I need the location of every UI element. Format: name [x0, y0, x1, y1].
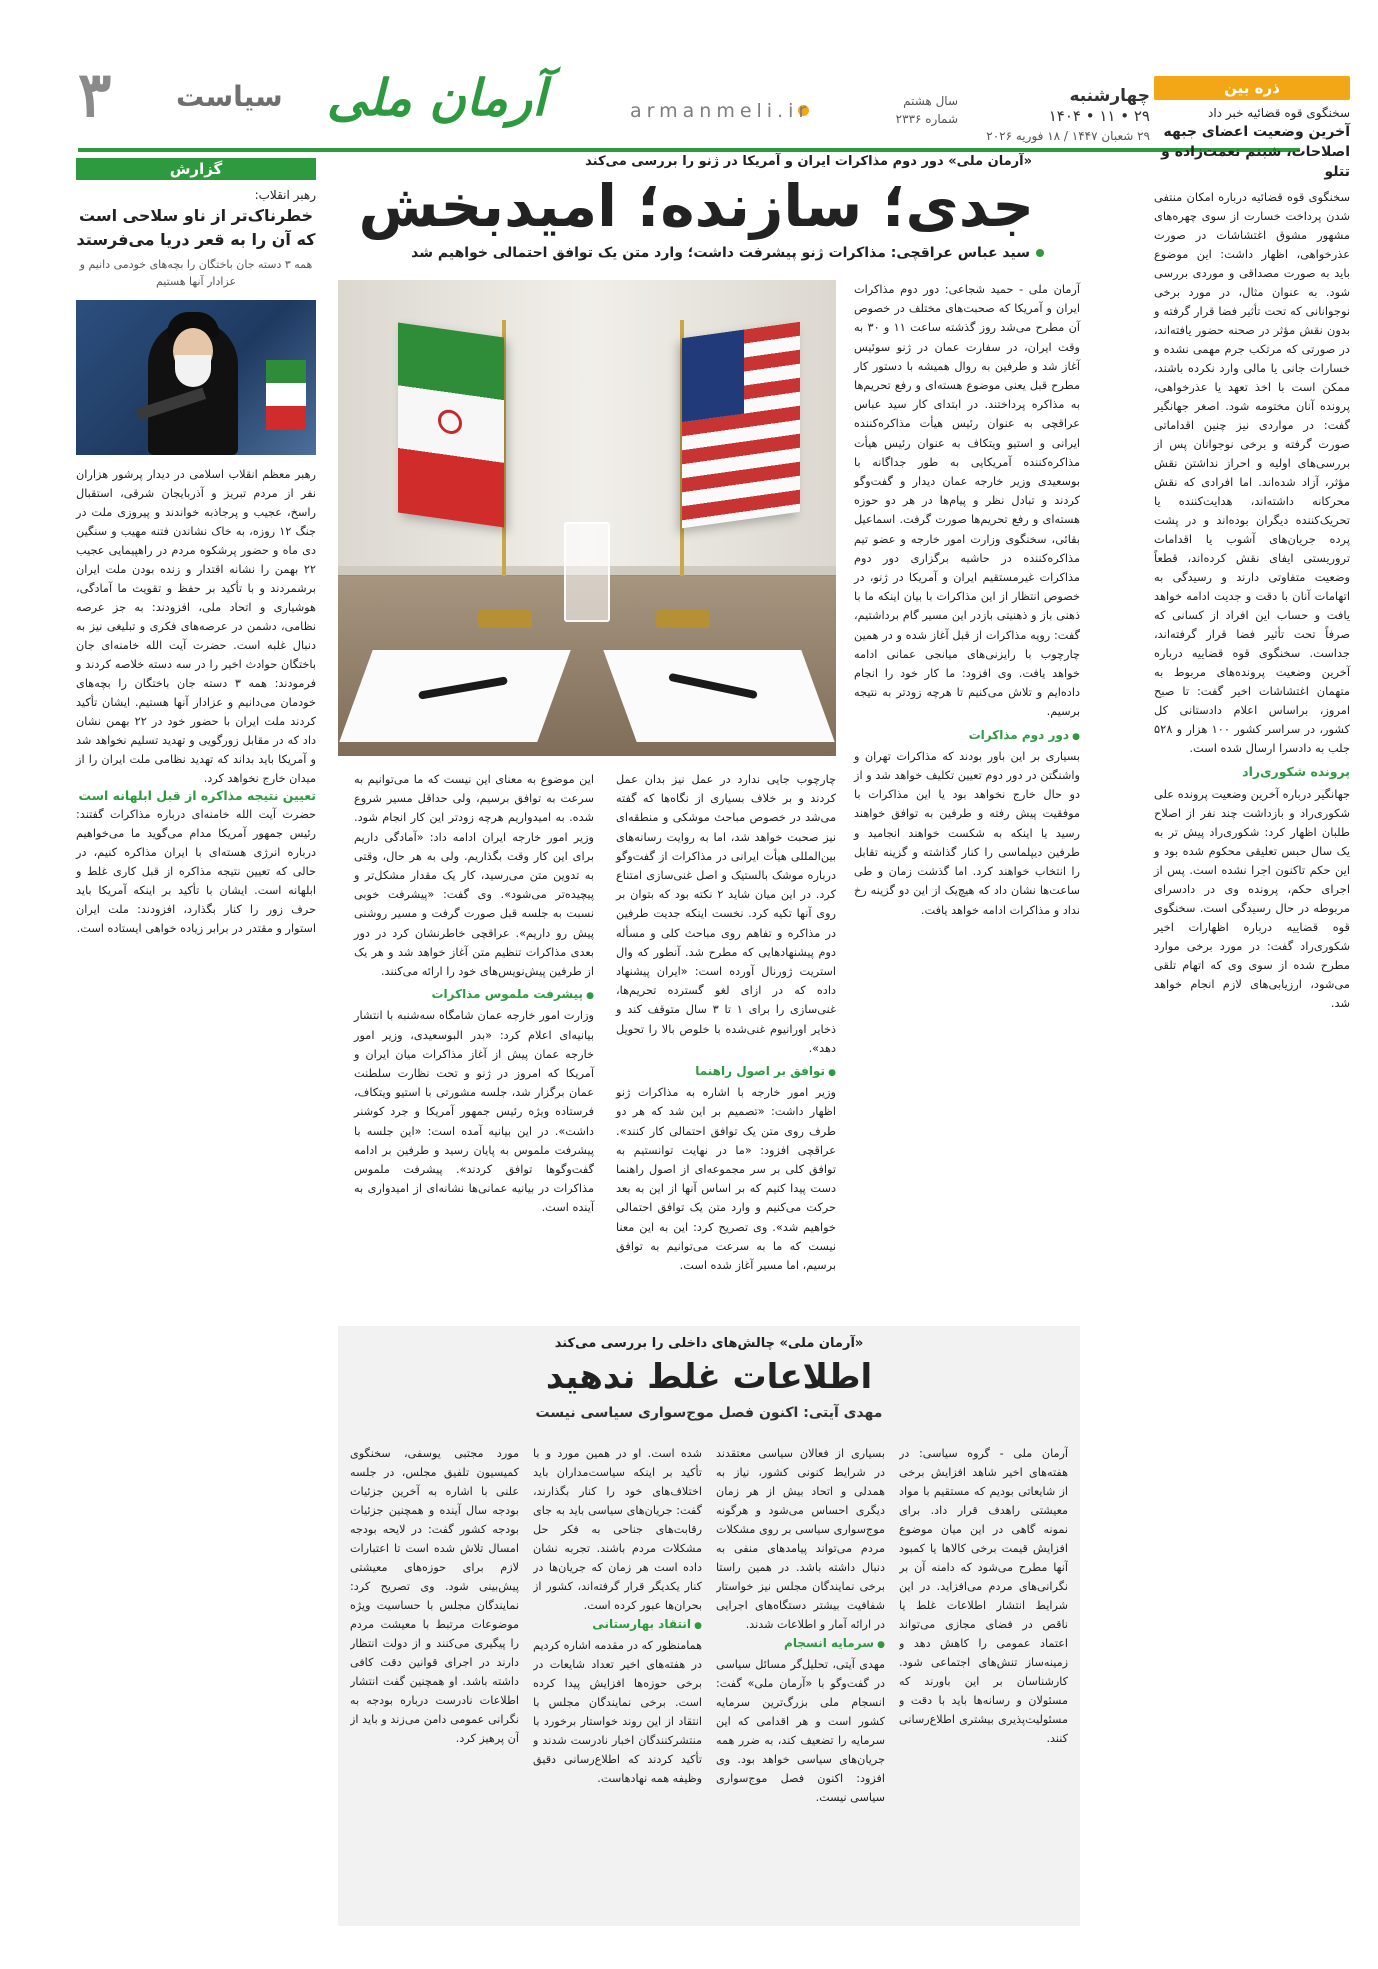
bottom-kicker: «آرمان ملی» چالش‌های داخلی را بررسی می‌کند	[554, 1336, 864, 1351]
story-body-continued: جهانگیر درباره آخرین وضعیت پرونده علی شکوری‌راد و بازداشت چند نفر از اصلاح طلبان اظهار کرد: شکوری‌راد پیش تر به یک سال حبس تعلیقی محکوم شده بود و این حکم تاکنون اجرا نشده است. پس از اجرای حکم، پرونده وی در دادسرای مربوطه در حال رسیدگی است. سخنگوی قوه قضاییه درباره اظهارات اخیر شکوری‌راد گفت: در مورد برخی موارد مطرح شده از سوی وی که اتهام تلقی می‌شود، ارزیابی‌های لازم انجام خواهد شد.	[1154, 787, 1350, 1010]
main-story	[338, 150, 1080, 1318]
section-label: سیاست	[176, 80, 283, 113]
main-columns	[338, 280, 1080, 1318]
report-kicker: رهبر انقلاب:	[254, 188, 316, 202]
bottom-column-3: شده است. او در همین مورد و با تأکید بر اینکه سیاست‌مداران باید اختلاف‌های خود را کنار بگذارند، گفت: جریان‌های سیاسی باید به جای رقابت‌های جناحی به فکر حل مشکلات مردم باشند. تجربه نشان داده است هر زمان که جریان‌ها در کنار یکدیگر قرار گرفته‌اند، کشور از بحران‌ها عبور کرده است. ● انتقاد بهارستانی همامنظور که در مقدمه اشاره کردیم در هفته‌های اخیر تعداد شایعات در برخی حوزه‌ها افزایش پیدا کرده است. برخی نمایندگان مجلس با انتقاد از این روند خواستار برخورد با منتشرکنندگان اخبار نادرست شدند و تأکید کردند که اطلاع‌رسانی دقیق وظیفه همه نهادهاست.	[533, 1444, 702, 1916]
subheading-tangible-progress: ● پیشرفت ملموس مذاکرات	[354, 985, 594, 1006]
year-label: سال هشتم	[903, 94, 958, 108]
main-headline[interactable]: جدی؛ سازنده؛ امیدبخش	[358, 172, 1034, 240]
other-dates: ۲۹ شعبان ۱۴۴۷ / ۱۸ فوریه ۲۰۲۶	[986, 129, 1150, 143]
report-body-continued: حضرت آیت الله خامنه‌ای درباره مذاکرات گفتند: رئیس جمهور آمریکا مدام می‌گوید ما می‌خواهیم درباره انرژی هسته‌ای با ایران مذاکره کنیم، در حالی که تعیین نتیجه مذاکره از قبل کاری غلط و ابلهانه است. ایشان با تأکید بر اینکه آمریکا باید حرف زور را کنار بگذارد، افزودند: ملت ایران استوار و مقتدر در برابر زیاده خواهی ایستاده است.	[76, 808, 316, 935]
iran-flag-icon	[266, 360, 306, 430]
document-icon	[603, 650, 834, 742]
story-subheading: پرونده شکوری‌راد	[1242, 764, 1350, 779]
bottom-column-1: آرمان ملی - گروه سیاسی: در هفته‌های اخیر شاهد افزایش برخی از شایعاتی بودیم که مستقیم با مواد معیشتی راهدف قرار داد. برای نمونه گاهی در این میان موضوع افزایش قیمت برخی کالاها یا کمبود آنها مطرح می‌شود که دامنه آن بر نگرانی‌های مردم می‌افزاید. در این شرایط انتشار اطلاعات غلط یا ناقص در فضای مجازی می‌تواند اعتماد عمومی را کاهش دهد و زمینه‌ساز تنش‌های اجتماعی شود. کارشناسان بر این باورند که مسئولان و رسانه‌ها باید با دقت و مسئولیت‌پذیری بیشتری اطلاع‌رسانی کنند.	[899, 1447, 1068, 1745]
left-column-report	[76, 158, 316, 1929]
logo-text: آرمان ملی	[326, 68, 546, 127]
water-glass-icon	[564, 522, 610, 622]
leader-photo	[76, 300, 316, 455]
story-body: سخنگوی قوه قضائیه درباره امکان منتفی شدن پرداخت خسارت از سوی چهره‌های مشهور مشوق اغتشاشات در صورت عذرخواهی، اظهار داشت: این موضوع باید به صورت مصداقی و موردی بررسی شود. به عنوان مثال، در مورد برخی نوجوانانی که تحت تأثیر فضا قرار گرفته و بدون نقش مؤثر در صحنه حضور یافته‌اند، در صورتی که مرتکب جرم مهمی نشده و خسارات جانی یا مالی وارد نکرده باشند، ممکن است با اخذ تعهد یا عذرخواهی، پرونده آنان مختومه شود. اصغر جهانگیر گفت: در مواردی نیز چنین اقداماتی صورت گرفته و برخی نوجوانان پس از بررسی‌های اولیه و احراز نداشتن نقش مؤثر، آزاد شده‌اند. اما افرادی که نقش محرکانه داشته‌اند، هدایت‌کننده یا تحریک‌کننده دیگران بوده‌اند و در پشت پرده جریان‌های آشوب یا اقدامات تروریستی ایفای نقش کرده‌اند، قطعاً وضعیت متفاوتی دارند و رسیدگی به اتهامات آنان با دقت و جدیت ادامه خواهد یافت و حساب این افراد از کسانی که صرفاً تحت تأثیر فضا قرار گرفته‌اند، جداست. سخنگوی قوه قضاییه درباره آخرین وضعیت پرونده‌های مربوط به متهمان اغتشاشات اخیر گفت: تا صبح امروز، براساس اعلام دادستانی کل کشور، در سراسر کشور ۱۰۰ هزار و ۵۲۸ جلب به دادسرا ارسال شده است.	[1154, 190, 1350, 755]
story-headline[interactable]: آخرین وضعیت اعضای جبهه اصلاحات، شبنم نعمت‌زاده و تتلو	[1161, 124, 1350, 180]
bullet-icon	[1036, 249, 1044, 257]
main-column-3: این موضوع به معنای این نیست که ما می‌توانیم به سرعت به توافق برسیم، ولی حداقل مسیر شروع شده. به امیدواریم هرچه زودتر این کار انجام شود. وزیر امور خارجه ایران ادامه داد: «آمادگی داریم برای این کار وقت بگذاریم. ولی به هر حال، وقتی به تدوین متن می‌رسید، کار یک مقدار مشکل‌تر و پیچیده‌تر می‌شود». وی گفت: «پیشرفت خوبی نسبت به جلسه قبل صورت گرفت و مسیر روشنی پیش رو داریم». عراقچی خاطرنشان کرد در دور بعدی مذاکرات تنظیم متن آغاز خواهد شد و هر یک از طرفین پیش‌نویس‌های خود را ارائه می‌کنند. ● پیشرفت ملموس مذاکرات وزارت امور خارجه عمان شامگاه سه‌شنبه با انتشار بیانیه‌ای اعلام کرد: «بدر البوسعیدی، وزیر امور خارجه عمان پیش از آغاز مذاکرات میان ایران و آمریکا که امروز در ژنو و تحت نظارت سلطنت عمان برگزار شد، جلسه مشورتی با استیو ویتکاف، فرستاده ویژه رئیس جمهور آمریکا و جرد کوشنر داشت». در این بیانیه آمده است: «این جلسه با پیشرفت ملموس به پایان رسید و طرفین بر ادامه گفت‌وگوها توافق کردند». پیشرفت ملموس مذاکرات در بیانیه عمانی‌ها نشانه‌ای از امیدواری به آینده است.	[354, 770, 594, 1318]
report-body: رهبر معظم انقلاب اسلامی در دیدار پرشور هزاران نفر از مردم تبریز و آذربایجان شرقی، استقبال راسخ، عجیب و پرجاذبه خواندند و پیروزی ملت در جنگ ۱۲ روزه، به خاک نشاندن فتنه مهیب و سنگین دی ماه و حضور پرشکوه مردم در راهپیمایی عجیب ۲۲ بهمن را نشانه اقتدار و زنده بودن ملت ایران برشمردند و با تأکید بر حفظ و تقویت ما آمادگی، هوشیاری و اتحاد ملی، افزودند: به جز عرصه نظامی، دشمن در عرصه‌های فکری و تبلیغی نیز به دنبال غلبه است. حضرت آیت الله خامنه‌ای جان باختگان حوادث اخیر را در سه دسته خلاصه کردند و فرمودند: همه ۳ دسته جان باختگان را بچه‌های خودمان می‌دانیم و عزادار آنها هستیم. ایشان تأکید کردند ملت ایران با حضور خود در ۲۲ بهمن نشان داد که در مقابل زورگویی و تهدید تسلیم نخواهد شد و آمریکا باید بداند که تهدید نظامی ملت ایران را از میدان خارج نخواهد کرد.	[76, 468, 316, 785]
issue-number: شماره ۲۳۳۶	[895, 112, 958, 126]
report-subheading: تعیین نتیجه مذاکره از قبل ابلهانه است	[78, 788, 316, 803]
flags-photo	[338, 280, 836, 756]
iran-flag-icon	[398, 323, 504, 528]
subheading-cohesion: ● سرمایه انسجام	[716, 1634, 885, 1655]
subheading-second-round: ● دور دوم مذاکرات	[854, 726, 1080, 747]
report-headline[interactable]: خطرناک‌تر از ناو سلاحی است که آن را به قعر دریا می‌فرستد	[76, 206, 316, 249]
main-column-2: چارچوب جایی ندارد در عمل نیز بدان عمل کردند و بر خلاف بسیاری از نگاه‌ها که گفته می‌شد در خصوص مباحث موشکی و منطقه‌ای نیز صحبت خواهد شد، اما به روایت رسانه‌های بین‌المللی هیأت ایرانی در مذاکرات از گفت‌وگو درباره موشک بالستیک و اصل غنی‌سازی امتناع کرد. در این میان شاید ۲ نکته بود که بتوان بر روی آنها تکیه کرد. نخست اینکه جدیت طرفین در مذاکره و تفاهم روی مباحث کلی و مسأله دوم پیشنهادهایی که مطرح شد. آنطور که وال استریت ژورنال آورده است: «ایران پیشنهاد داده که در ازای لغو گسترده تحریم‌ها، غنی‌سازی را برای ۱ تا ۳ سال متوقف کند و ذخایر اورانیوم غنی‌شده با خلوص بالا را تحویل دهد». ● توافق بر اصول راهنما وزیر امور خارجه با اشاره به مذاکرات ژنو اظهار داشت: «تصمیم بر این شد که هر دو طرف روی متن یک توافق احتمالی کار کنند». عراقچی افزود: «ما در نهایت توانستیم به توافق کلی بر سر مجموعه‌ای از اصول راهنما دست پیدا کنیم که بر اساس آنها از این به بعد حرکت می‌کنیم و وارد متن یک توافق احتمالی خواهیم شد». وی تصریح کرد: این به این معنا نیست که ما به سرعت می‌توانیم به توافق برسیم، اما مسیر آغاز شده است.	[616, 770, 836, 1318]
bottom-story	[338, 1326, 1080, 1926]
day-name: چهارشنبه	[1069, 86, 1150, 106]
bottom-columns	[350, 1444, 1068, 1916]
persian-date: ۲۹ • ۱۱ • ۱۴۰۴	[1048, 107, 1150, 125]
document-icon	[339, 650, 570, 742]
bottom-column-4: مورد مجتبی یوسفی، سخنگوی کمیسیون تلفیق مجلس، در جلسه علنی با اشاره به آخرین جزئیات بودجه سال آینده و همچنین جزئیات بودجه کشور گفت: در لایحه بودجه امسال تلاش شده است تا اعتبارات لازم برای حوزه‌های معیشتی پیش‌بینی شود. وی تصریح کرد: نمایندگان مجلس با حساسیت ویژه موضوعات مرتبط با معیشت مردم را پیگیری می‌کنند و از دولت انتظار دارند در اجرای قوانین دقت کافی داشته باشد. او همچنین گفت انتشار اطلاعات نادرست درباره بودجه به نگرانی عمومی دامن می‌زند و باید از آن پرهیز کرد.	[350, 1447, 519, 1745]
site-url[interactable]: armanmeli.ir	[630, 100, 812, 122]
masthead	[78, 58, 1300, 144]
subheading-baharestan: ● انتقاد بهارستانی	[533, 1615, 702, 1636]
bottom-headline[interactable]: اطلاعات غلط ندهید	[545, 1357, 873, 1397]
us-flag-icon	[682, 322, 800, 529]
subheading-guiding-principles: ● توافق بر اصول راهنما	[616, 1062, 836, 1083]
main-kicker: «آرمان ملی» دور دوم مذاکرات ایران و آمریکا در ژنو را بررسی می‌کند	[585, 154, 1032, 169]
page-number: ۳	[78, 58, 112, 131]
report-tag: گزارش	[76, 158, 316, 180]
bottom-column-2: بسیاری از فعالان سیاسی معتقدند در شرایط کنونی کشور، نیاز به همدلی و اتحاد بیش از هر زمان دیگری احساس می‌شود و هرگونه موج‌سواری سیاسی بر روی مشکلات مردم می‌تواند پیامدهای منفی به دنبال داشته باشد. در همین راستا برخی نمایندگان مجلس نیز خواستار شفافیت بیشتر دستگاه‌های اجرایی در ارائه آمار و اطلاعات شدند. ● سرمایه انسجام مهدی آیتی، تحلیل‌گر مسائل سیاسی در گفت‌وگو با «آرمان ملی» گفت: انسجام ملی بزرگ‌ترین سرمایه کشور است و هر اقدامی که این سرمایه را تضعیف کند، به ضرر همه جریان‌های سیاسی خواهد بود. وی افزود: اکنون فصل موج‌سواری سیاسی نیست.	[716, 1444, 885, 1916]
main-subhead: سید عباس عراقچی: مذاکرات ژنو پیشرفت داشت؛ وارد متن یک توافق احتمالی خواهیم شد	[338, 245, 1080, 261]
bottom-subhead: مهدی آیتی: اکنون فصل موج‌سواری سیاسی نیست	[535, 1405, 883, 1421]
date-block	[950, 86, 1150, 146]
issue-info	[868, 92, 958, 128]
newspaper-logo[interactable]	[326, 62, 546, 144]
right-column-story	[1154, 76, 1350, 1929]
report-lead: همه ۳ دسته جان باختگان را بچه‌های خودمی دانیم و عزادار آنها هستیم	[79, 258, 313, 288]
story-kicker: سخنگوی قوه قضائیه خبر داد	[1208, 106, 1350, 120]
column-tag: ذره بین	[1154, 76, 1350, 100]
main-column-1: آرمان ملی - حمید شجاعی: دور دوم مذاکرات ایران و آمریکا که صحبت‌های مختلف در خصوص آن مطرح می‌شد روز گذشته ساعت ۱۱ و ۳۰ به وقت ایران، در سفارت عمان در ژنو سوئیس آغاز شد و طرفین به روال همیشه با دستور کار مطرح قبل یعنی موضوع هسته‌ای و رفع تحریم‌ها به مذاکره پرداختند. در ابتدای کار سید عباس عراقچی به عنوان رئیس هیأت مذاکره‌کننده ایرانی و استیو ویتکاف به عنوان رئیس هیأت مذاکره‌کننده آمریکایی به طور جداگانه با بوسعیدی وزیر خارجه عمان دیدار و گفت‌وگو کردند و تبادل نظر و پیام‌ها در هر دو حوزه هسته‌ای و رفع تحریم‌ها صورت گرفت. اسماعیل بقائی، سخنگوی وزارت امور خارجه و عضو تیم مذاکره‌کننده در حاشیه برگزاری دور دوم مذاکرات غیرمستقیم ایران و آمریکا در ژنو، در خصوص انتظار از این مذاکرات با بیان اینکه ما با ذهنی باز و ذهنیتی بازدر این مسیر گام برداشتیم، گفت: رویه مذاکرات از قبل آغاز شده و در همین چارچوب با رایزنی‌های میانجی عمانی ادامه خواهد یافت. وی افزود: ما کار خود را انجام داده‌ایم و تلاش می‌کنیم تا هرچه زودتر به نتیجه برسیم. ● دور دوم مذاکرات بسیاری بر این باور بودند که مذاکرات تهران و واشنگتن در دور دوم تعیین تکلیف خواهد شد و از دو حال خارج نخواهد بود یا این مذاکرات با موفقیت پیش رفته و طرفین به توافق خواهند رسید یا اینکه به شکست خواهند انجامید و طرفین دیپلماسی را کنار گذاشته و گزینه تقابل را انتخاب خواهند کرد. اما گذشت زمان و طی ساعت‌ها نشان داد که هیچ‌یک از این دو گزینه رخ نداد و مذاکرات ادامه خواهد یافت.	[854, 280, 1080, 1318]
